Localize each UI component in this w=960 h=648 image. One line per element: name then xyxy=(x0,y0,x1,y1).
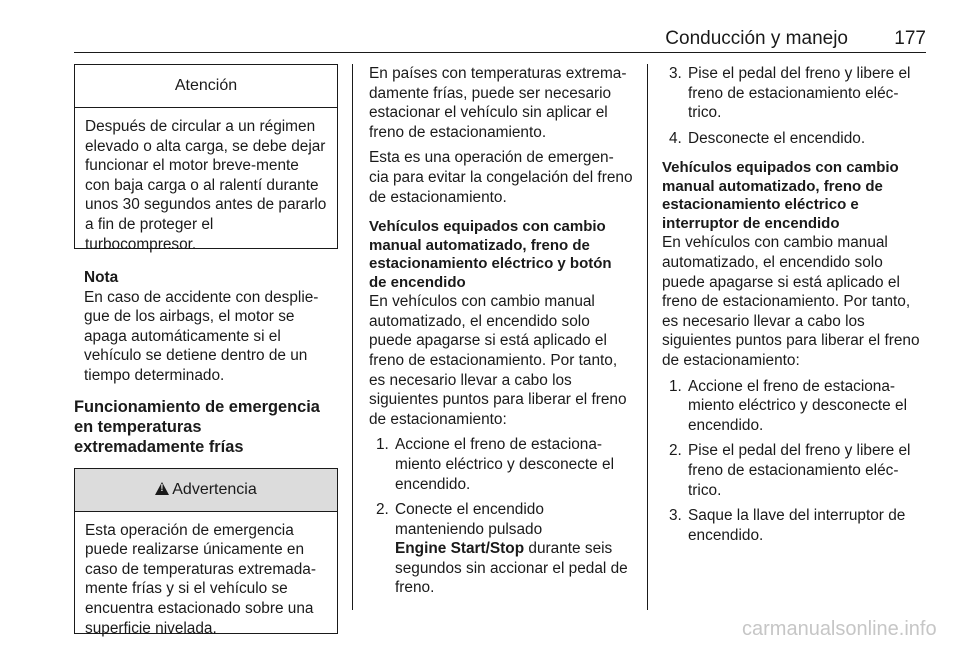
list-item: 3. Pise el pedal del freno y libere el freno de estacionamiento eléc-trico. xyxy=(669,65,911,122)
watermark-text: carmanualsonline.info xyxy=(742,618,937,640)
steps-list-continued xyxy=(662,64,926,148)
attention-box xyxy=(74,64,338,253)
list-item: 4. Desconecte el encendido. xyxy=(669,129,866,147)
note-text: En caso de accidente con desplie-gue de los airbags, el motor se apaga automáticamente si el vehículo se detiene dentro de un tiempo determinado. xyxy=(84,288,319,384)
steps-list xyxy=(662,377,926,546)
section-title: Conducción y manejo xyxy=(665,28,848,49)
warning-box xyxy=(74,468,338,637)
attention-text: Después de circular a un régimen elevado o alta carga, se debe dejar funcionar el motor breve-mente con baja carga o al ralentí durante unos 30 segundos antes de pararlo a fin de proteger el turbocompresor. xyxy=(85,118,327,253)
page-number: 177 xyxy=(894,28,926,49)
attention-title: Atención xyxy=(75,65,337,108)
paragraph: En vehículos con cambio manual automatizado, el encendido solo puede apagarse si está aplicado el freno de estacionamiento. Por tanto, es necesario llevar a cabo los siguientes puntos para liberar el freno de estacionamiento: xyxy=(369,293,627,428)
list-item: 1. Accione el freno de estaciona-miento eléctrico y desconecte el encendido. xyxy=(669,377,908,434)
paragraph: En vehículos con cambio manual automatizado, el encendido solo puede apagarse si está aplicado el freno de estacionamiento. Por tanto, es necesario llevar a cabo los siguientes puntos para liberar el freno de estacionamiento: xyxy=(662,234,920,369)
list-item: 2. Pise el pedal del freno y libere el freno de estacionamiento eléc-trico. xyxy=(669,442,911,499)
subsection-heading: Vehículos equipados con cambio manual automatizado, freno de estacionamiento eléctrico e interruptor de encendido xyxy=(662,159,899,232)
column-divider xyxy=(647,64,648,610)
list-item: 2. Conecte el encendido manteniendo pulsado Engine Start/Stop durante seis segundos sin accionar el pedal de freno. xyxy=(376,501,628,597)
column-3 xyxy=(662,64,926,545)
note-block xyxy=(74,268,338,386)
page-header xyxy=(74,26,926,53)
subsection-heading: Vehículos equipados con cambio manual automatizado, freno de estacionamiento eléctrico y botón de encendido xyxy=(369,218,612,291)
paragraph: En países con temperaturas extrema-damente frías, puede ser necesario estacionar el vehículo sin aplicar el freno de estacionamiento. xyxy=(369,65,627,141)
note-title: Nota xyxy=(84,269,119,286)
warning-text: Esta operación de emergencia puede realizarse únicamente en caso de temperaturas extremada-mente frías y si el vehículo se encuentra estacionado sobre una superficie nivelada. xyxy=(85,521,316,637)
engine-start-stop-label: Engine Start/Stop xyxy=(395,540,525,558)
column-divider xyxy=(352,64,353,610)
column-2 xyxy=(369,64,633,598)
steps-list xyxy=(369,435,633,598)
section-heading: Funcionamiento de emergencia en temperaturas extremadamente frías xyxy=(74,397,320,456)
list-item: 3. Saque la llave del interruptor de encendido. xyxy=(669,507,906,544)
warning-title: Advertencia xyxy=(172,480,257,498)
warning-icon xyxy=(155,482,169,495)
warning-header xyxy=(75,469,337,512)
paragraph: Esta es una operación de emergen-cia para evitar la congelación del freno de estacionamiento. xyxy=(369,149,633,206)
column-1 xyxy=(74,64,338,637)
list-item: 1. Accione el freno de estaciona-miento eléctrico y desconecte el encendido. xyxy=(376,436,615,493)
